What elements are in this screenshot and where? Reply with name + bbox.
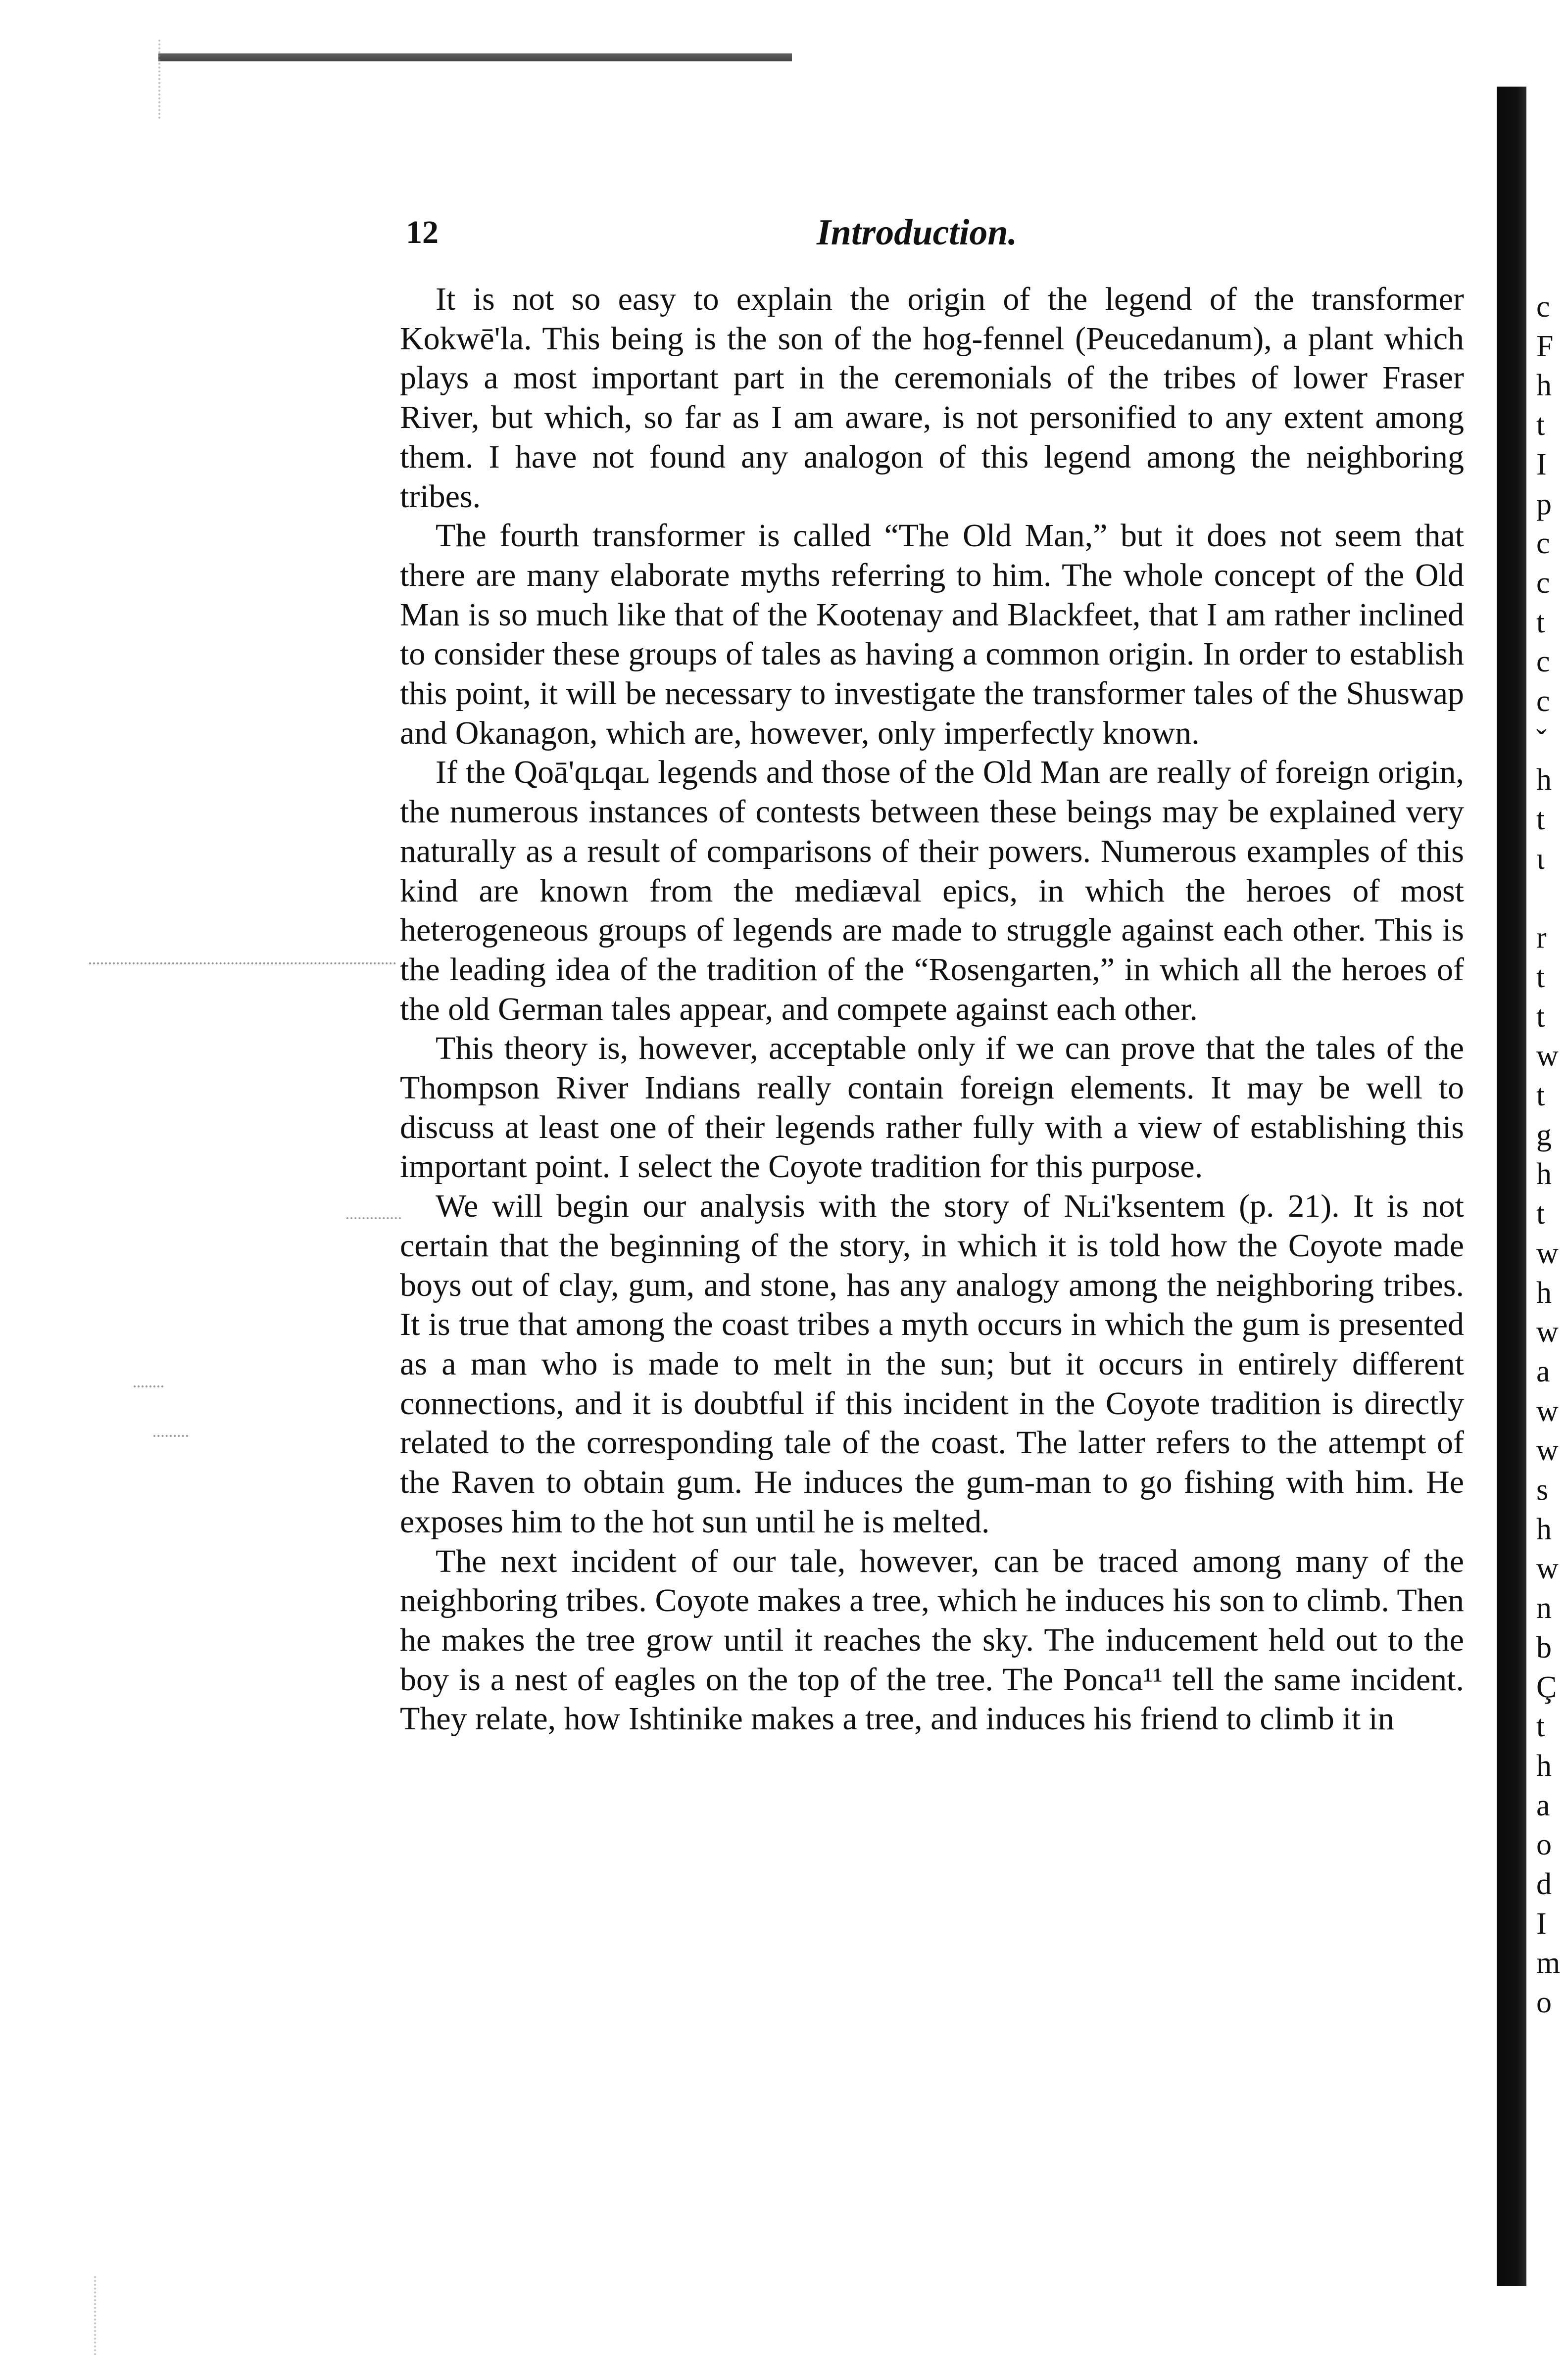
facing-page-letter: h: [1536, 1512, 1552, 1546]
facing-page-letter: a: [1536, 1354, 1550, 1388]
facing-page-letter: w: [1536, 1394, 1559, 1428]
facing-page-fragments: [1533, 0, 1566, 2380]
facing-page-letter: c: [1536, 645, 1550, 679]
running-title: Introduction.: [817, 212, 1018, 253]
facing-page-letter: r: [1536, 921, 1547, 955]
facing-page-letter: m: [1536, 1946, 1561, 1980]
facing-page-letter: h: [1536, 369, 1552, 403]
facing-page-letter: t: [1536, 408, 1545, 442]
paragraph: This theory is, however, acceptable only if we can prove that the tales of the Thompson River Indians really contain foreign elements. It may be well to discuss at least one of their legends rather fully with a view of establishing this important point. I select the Coyote tradition for this purpose.: [400, 1030, 1464, 1185]
facing-page-letter: w: [1536, 1315, 1559, 1349]
facing-page-letter: t: [1536, 1197, 1545, 1231]
facing-page-letter: s: [1536, 1473, 1549, 1507]
facing-page-letter: F: [1536, 329, 1554, 363]
scan-artifact-top-rule: [158, 53, 792, 61]
facing-page-letter: o: [1536, 1986, 1552, 2020]
scan-artifact-dash: [89, 962, 396, 964]
book-gutter-shadow: [1497, 87, 1526, 2286]
facing-page-letter: t: [1536, 1000, 1545, 1034]
facing-page-letter: w: [1536, 1039, 1559, 1073]
facing-page-letter: t: [1536, 960, 1545, 994]
paragraph: We will begin our analysis with the story of Nʟi'ksentem (p. 21). It is not certain that the beginning of the story, in which it is told how the Coyote made boys out of clay, gum, and stone, has any analogy among the neighboring tribes. It is true that among the coast tribes a myth occurs in which the gum is presented as a man who is made to melt in the sun; but it occurs in entirely different connections, and it is doubtful if this incident in the Coyote tradition is directly related to the corresponding tale of the coast. The latter refers to the attempt of the Raven to obtain gum. He induces the gum-man to go fishing with him. He exposes him to the hot sun until he is melted.: [400, 1188, 1464, 1540]
scan-artifact-dash: [153, 1435, 188, 1437]
body-text: [400, 280, 1464, 1739]
paragraph: The next incident of our tale, however, can be traced among many of the neighboring tribes. Coyote makes a tree, which he induces his son to climb. Then he makes the tree grow until it reaches the sky. The inducement held out to the boy is a nest of eagles on the top of the tree. The Ponca¹¹ tell the same incident. They relate, how Ishtinike makes a tree, and induces his friend to climb it in: [400, 1543, 1464, 1737]
paragraph: If the Qoā'qʟqaʟ legends and those of the Old Man are really of foreign origin, the numerous instances of contests between these beings may be explained very naturally as a result of comparisons of their powers. Numerous examples of this kind are known from the mediæval epics, in which the heroes of most heterogeneous groups of legends are made to struggle against each other. This is the leading idea of the tradition of the “Rosengarten,” in which all the heroes of the old German tales appear, and compete against each other.: [400, 754, 1464, 1027]
page-header: [406, 214, 1470, 258]
facing-page-letter: w: [1536, 1552, 1559, 1586]
scan-artifact-dash: [346, 1217, 401, 1219]
facing-page-letter: ˇ: [1536, 723, 1547, 758]
page-number: 12: [406, 214, 439, 250]
facing-page-letter: w: [1536, 1433, 1559, 1468]
facing-page-letter: c: [1536, 290, 1550, 324]
facing-page-letter: d: [1536, 1867, 1552, 1901]
facing-page-letter: h: [1536, 1157, 1552, 1191]
facing-page-letter: ι: [1536, 842, 1545, 876]
paragraph: It is not so easy to explain the origin of the legend of the transformer Kokwē'la. This being is the son of the hog-fennel (Peucedanum), a plant which plays a most important part in the ceremonials of the tribes of lower Fraser River, but which, so far as I am aware, is not personified to any extent among them. I have not found any analogon of this legend among the neighboring tribes.: [400, 281, 1464, 515]
facing-page-letter: I: [1536, 1906, 1547, 1941]
facing-page-letter: t: [1536, 1079, 1545, 1112]
facing-page-letter: t: [1536, 1710, 1545, 1744]
facing-page-letter: a: [1536, 1788, 1550, 1822]
facing-page-letter: Ç: [1536, 1670, 1557, 1704]
facing-page-letter: w: [1536, 1236, 1559, 1270]
paragraph: The fourth transformer is called “The Old Man,” but it does not seem that there are many elaborate myths referring to him. The whole concept of the Old Man is so much like that of the Kootenay and Blackfeet, that I am rather inclined to consider these groups of tales as having a common origin. In order to establish this point, it will be necessary to investigate the transformer tales of the Shuswap and Okanagon, which are, however, only imperfectly known.: [400, 518, 1464, 751]
facing-page-letter: n: [1536, 1591, 1552, 1625]
facing-page-letter: c: [1536, 526, 1550, 561]
facing-page-letter: h: [1536, 763, 1552, 797]
facing-page-letter: h: [1536, 1749, 1552, 1783]
facing-page-letter: h: [1536, 1276, 1552, 1310]
scan-artifact-bottom: [94, 2276, 195, 2355]
facing-page-letter: g: [1536, 1118, 1552, 1152]
facing-page-letter: c: [1536, 566, 1550, 600]
facing-page-letter: b: [1536, 1630, 1552, 1665]
facing-page-letter: t: [1536, 803, 1545, 837]
facing-page-letter: I: [1536, 447, 1547, 481]
facing-page-letter: p: [1536, 487, 1552, 521]
scan-artifact-dash: [134, 1385, 163, 1387]
scan-artifact-top-left: [158, 40, 220, 119]
facing-page-letter: c: [1536, 684, 1550, 718]
facing-page-letter: o: [1536, 1828, 1552, 1862]
facing-page-letter: t: [1536, 605, 1545, 639]
